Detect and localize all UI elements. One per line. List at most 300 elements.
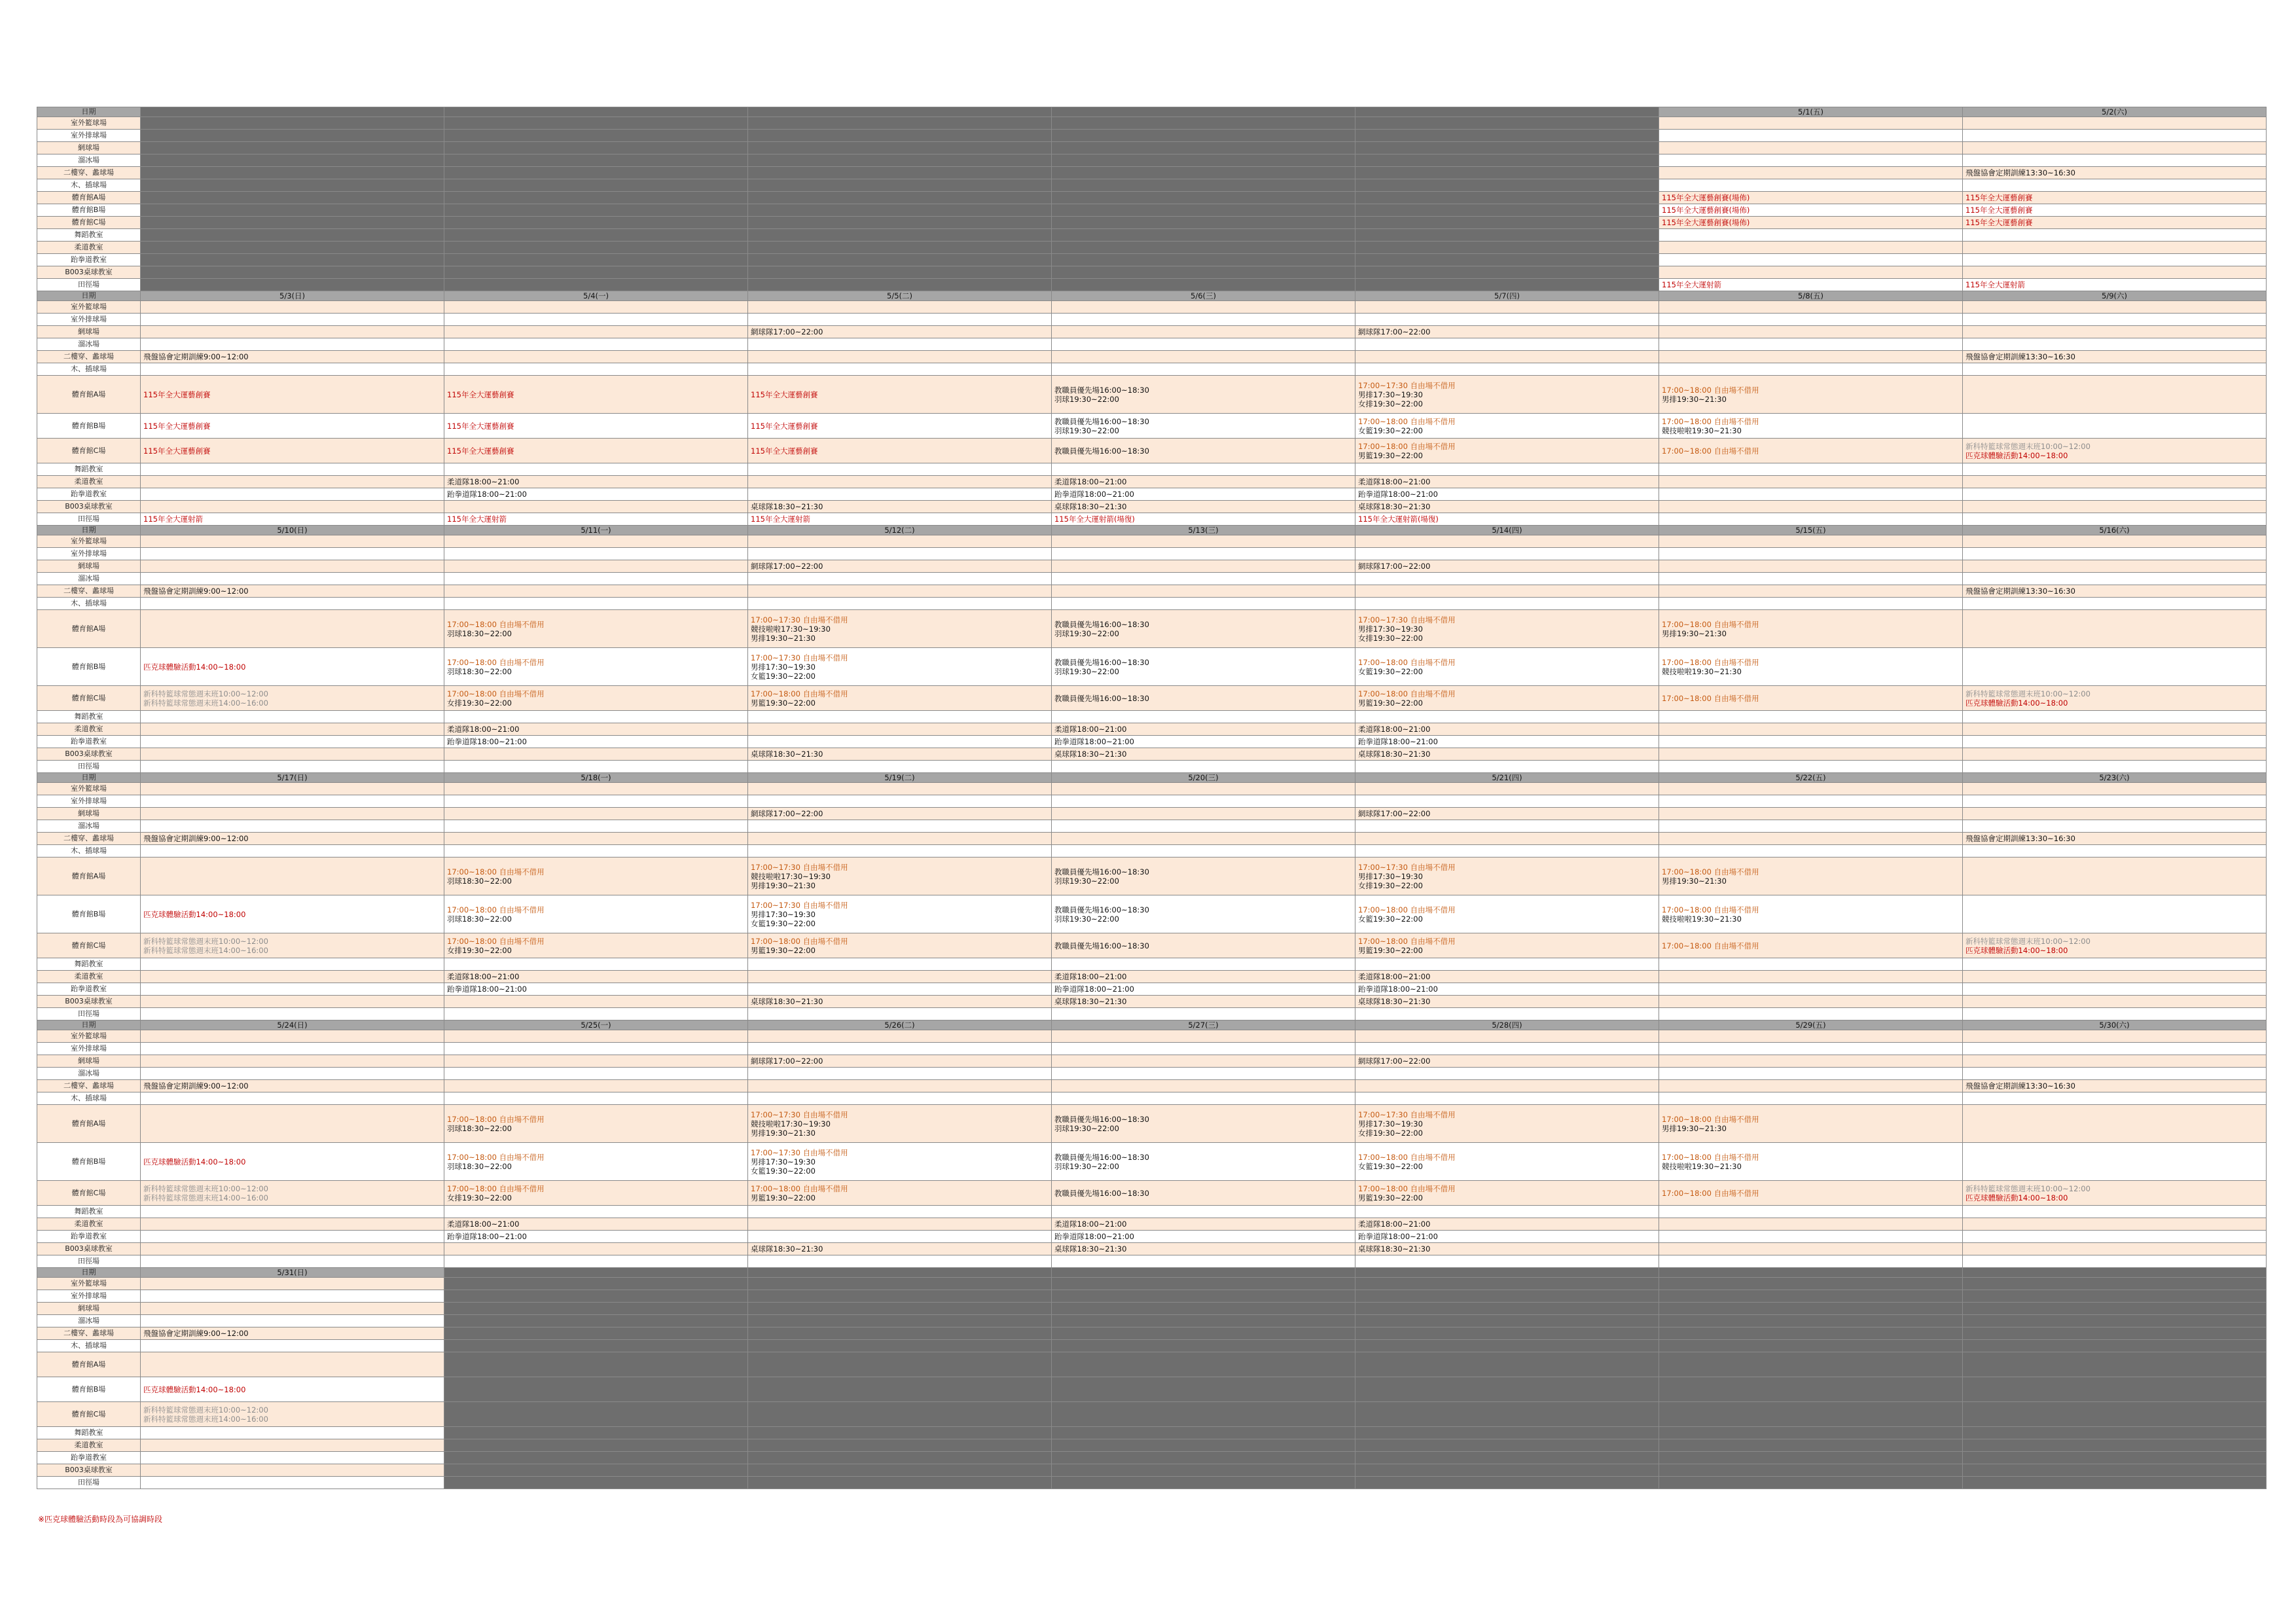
booking-entry: 17:00~17:30 自由場不借用: [751, 862, 848, 872]
venue-label: 柔道教室: [37, 971, 141, 983]
venue-row: [37, 154, 2267, 167]
venue-label: 體育館A場: [37, 857, 141, 895]
venue-label: B003桌球教室: [37, 501, 141, 513]
schedule-cell: [444, 845, 748, 857]
footnote: ※匹克球體驗活動時段為可協調時段: [38, 1515, 163, 1524]
venue-row: [37, 983, 2267, 996]
week-header-row: [37, 1020, 2267, 1030]
venue-row: [37, 857, 2267, 895]
schedule-cell: [1052, 1243, 1355, 1255]
schedule-cell: [1659, 1278, 1963, 1290]
date-label: 日期: [37, 1268, 141, 1278]
schedule-cell: [748, 971, 1052, 983]
schedule-cell: [1052, 1340, 1355, 1352]
schedule-cell: [1659, 279, 1963, 291]
venue-label: 室外排球場: [37, 130, 141, 142]
booking-entry: 羽球19:30~22:00: [1054, 1161, 1119, 1171]
venue-row: [37, 1080, 2267, 1092]
schedule-cell: [444, 686, 748, 711]
booking-entry: 男排19:30~21:30: [1662, 1123, 1727, 1133]
schedule-cell: [141, 1352, 444, 1377]
schedule-cell: [748, 513, 1052, 526]
schedule-cell: [444, 1278, 748, 1290]
schedule-cell: [141, 585, 444, 598]
date-header-cell: 5/15(五): [1659, 526, 1963, 535]
venue-label: 室外排球場: [37, 1043, 141, 1055]
booking-entry: 羽球18:30~22:00: [447, 628, 512, 638]
schedule-cell: [1963, 1427, 2267, 1439]
schedule-cell: [1052, 958, 1355, 971]
schedule-cell: [444, 560, 748, 573]
date-label: 日期: [37, 1020, 141, 1030]
schedule-cell: [1355, 229, 1659, 242]
schedule-cell: [1963, 761, 2267, 773]
venue-row: [37, 229, 2267, 242]
schedule-cell: [748, 217, 1052, 229]
schedule-cell: [1052, 488, 1355, 501]
schedule-cell: [141, 1278, 444, 1290]
venue-row: [37, 1452, 2267, 1464]
date-header-cell: [1355, 107, 1659, 117]
schedule-cell: [1052, 142, 1355, 154]
schedule-cell: [1052, 1439, 1355, 1452]
venue-row: [37, 338, 2267, 351]
schedule-cell: [748, 1477, 1052, 1489]
booking-entry: 男排19:30~21:30: [1662, 628, 1727, 638]
schedule-cell: [444, 314, 748, 326]
schedule-cell: [1355, 1303, 1659, 1315]
schedule-cell: [1355, 376, 1659, 414]
schedule-cell: [141, 1105, 444, 1143]
booking-entry: 新科特籃球常態週末班14:00~16:00: [143, 1414, 268, 1424]
schedule-cell: [1659, 204, 1963, 217]
schedule-cell: [1963, 326, 2267, 338]
schedule-cell: [748, 983, 1052, 996]
schedule-cell: [1052, 439, 1355, 463]
schedule-cell: [1052, 548, 1355, 560]
booking-entry: 17:00~17:30 自由場不借用: [751, 653, 848, 662]
venue-label: 室外排球場: [37, 314, 141, 326]
date-header-cell: 5/22(五): [1659, 773, 1963, 783]
schedule-cell: [748, 192, 1052, 204]
schedule-cell: [1963, 1315, 2267, 1327]
schedule-cell: [1963, 414, 2267, 439]
schedule-cell: [1355, 783, 1659, 795]
schedule-cell: [444, 130, 748, 142]
booking-entry: 女排19:30~22:00: [1358, 399, 1423, 408]
week-header-row: [37, 773, 2267, 783]
schedule-cell: [1052, 971, 1355, 983]
schedule-cell: [1659, 933, 1963, 958]
venue-row: [37, 1377, 2267, 1402]
schedule-cell: [1659, 686, 1963, 711]
date-header-cell: 5/10(日): [141, 526, 444, 535]
booking-entry: 新科特籃球常態週末班10:00~12:00: [1965, 441, 2090, 451]
schedule-cell: [1659, 723, 1963, 736]
schedule-cell: [1659, 242, 1963, 254]
schedule-cell: [748, 958, 1052, 971]
schedule-cell: [1052, 476, 1355, 488]
schedule-cell: [1355, 254, 1659, 266]
booking-entry: 桌球隊18:30~21:30: [1054, 749, 1127, 759]
schedule-cell: [1963, 476, 2267, 488]
schedule-cell: [1963, 1231, 2267, 1243]
schedule-cell: [141, 513, 444, 526]
venue-row: [37, 204, 2267, 217]
booking-entry: 跆拳道隊18:00~21:00: [1358, 1232, 1438, 1241]
booking-entry: 17:00~18:00 自由場不借用: [1358, 1183, 1456, 1193]
schedule-cell: [1052, 808, 1355, 820]
schedule-cell: [444, 1439, 748, 1452]
venue-row: [37, 1477, 2267, 1489]
schedule-cell: [1052, 573, 1355, 585]
venue-label: 體育館C場: [37, 1402, 141, 1427]
booking-entry: 羽球18:30~22:00: [447, 876, 512, 886]
booking-entry: 男排19:30~21:30: [751, 633, 816, 643]
venue-row: [37, 1231, 2267, 1243]
venue-row: [37, 1255, 2267, 1268]
booking-entry: 115年全大運藝創賽(場佈): [1662, 206, 1750, 215]
schedule-cell: [748, 117, 1052, 130]
schedule-cell: [1659, 1439, 1963, 1452]
booking-entry: 女籃19:30~22:00: [1358, 914, 1423, 924]
booking-entry: 115年全大運藝創賽: [143, 446, 211, 456]
booking-entry: 羽球18:30~22:00: [447, 914, 512, 924]
booking-entry: 桌球隊18:30~21:30: [751, 1244, 823, 1254]
schedule-cell: [748, 1303, 1052, 1315]
schedule-cell: [1355, 1402, 1659, 1427]
venue-schedule-table: [37, 107, 2267, 1489]
venue-row: [37, 1030, 2267, 1043]
schedule-cell: [444, 1402, 748, 1427]
schedule-cell: [1052, 463, 1355, 476]
booking-entry: 17:00~18:00 自由場不借用: [1358, 936, 1456, 946]
schedule-cell: [748, 1377, 1052, 1402]
schedule-cell: [1659, 439, 1963, 463]
schedule-cell: [1355, 548, 1659, 560]
schedule-cell: [748, 376, 1052, 414]
schedule-cell: [1355, 476, 1659, 488]
schedule-cell: [748, 548, 1052, 560]
venue-label: 網球場: [37, 142, 141, 154]
booking-entry: 女籃19:30~22:00: [751, 671, 816, 681]
schedule-cell: [1052, 314, 1355, 326]
venue-label: B003桌球教室: [37, 996, 141, 1008]
schedule-cell: [1659, 314, 1963, 326]
schedule-body: [37, 107, 2267, 1489]
booking-entry: 匹克球體驗活動14:00~18:00: [143, 1384, 246, 1394]
venue-label: 柔道教室: [37, 476, 141, 488]
schedule-cell: [141, 736, 444, 748]
schedule-cell: [1963, 439, 2267, 463]
schedule-cell: [141, 1243, 444, 1255]
booking-entry: 115年全大運藝創賽: [751, 446, 818, 456]
venue-label: B003桌球教室: [37, 1464, 141, 1477]
booking-entry: 17:00~18:00 自由場不借用: [1662, 693, 1759, 703]
schedule-cell: [748, 254, 1052, 266]
schedule-cell: [141, 301, 444, 314]
booking-entry: 17:00~18:00 自由場不借用: [1358, 689, 1456, 698]
schedule-cell: [141, 686, 444, 711]
schedule-cell: [444, 795, 748, 808]
booking-entry: 教職員優先場16:00~18:30: [1054, 619, 1149, 629]
schedule-cell: [1052, 117, 1355, 130]
schedule-cell: [141, 996, 444, 1008]
schedule-cell: [1963, 1464, 2267, 1477]
schedule-cell: [1659, 1303, 1963, 1315]
schedule-cell: [1052, 648, 1355, 686]
schedule-cell: [1963, 723, 2267, 736]
venue-label: 網球場: [37, 560, 141, 573]
schedule-cell: [1963, 1080, 2267, 1092]
venue-row: [37, 648, 2267, 686]
date-header-cell: 5/8(五): [1659, 291, 1963, 301]
schedule-cell: [748, 266, 1052, 279]
venue-row: [37, 179, 2267, 192]
venue-label: 木、插球場: [37, 363, 141, 376]
schedule-cell: [141, 1206, 444, 1218]
venue-row: [37, 933, 2267, 958]
booking-entry: 教職員優先場16:00~18:30: [1054, 941, 1149, 950]
schedule-cell: [1355, 723, 1659, 736]
schedule-cell: [141, 1315, 444, 1327]
booking-entry: 匹克球體驗活動14:00~18:00: [1965, 1193, 2068, 1202]
booking-entry: 115年全大運射箭: [447, 514, 507, 524]
schedule-cell: [748, 1206, 1052, 1218]
venue-label: 二樓穿、蠡球場: [37, 1080, 141, 1092]
schedule-cell: [1963, 301, 2267, 314]
schedule-cell: [1659, 1402, 1963, 1427]
schedule-cell: [1355, 1181, 1659, 1206]
schedule-cell: [444, 414, 748, 439]
date-header-cell: 5/25(一): [444, 1020, 748, 1030]
schedule-cell: [1963, 279, 2267, 291]
venue-label: 田徑場: [37, 1008, 141, 1020]
schedule-cell: [1659, 833, 1963, 845]
date-header-cell: 5/26(二): [748, 1020, 1052, 1030]
schedule-cell: [1659, 971, 1963, 983]
schedule-cell: [1052, 1055, 1355, 1068]
date-header-cell: 5/18(一): [444, 773, 748, 783]
schedule-cell: [1052, 1477, 1355, 1489]
date-header-cell: 5/5(二): [748, 291, 1052, 301]
venue-row: [37, 808, 2267, 820]
schedule-cell: [748, 326, 1052, 338]
schedule-cell: [1963, 686, 2267, 711]
booking-entry: 競技啦啦19:30~21:30: [1662, 1161, 1742, 1171]
schedule-cell: [444, 1352, 748, 1377]
venue-row: [37, 833, 2267, 845]
booking-entry: 跆拳道隊18:00~21:00: [447, 984, 527, 994]
schedule-cell: [444, 723, 748, 736]
schedule-cell: [1355, 845, 1659, 857]
schedule-cell: [748, 1008, 1052, 1020]
schedule-cell: [444, 1055, 748, 1068]
booking-entry: 17:00~18:00 自由場不借用: [447, 1152, 545, 1162]
schedule-cell: [1963, 1030, 2267, 1043]
booking-entry: 教職員優先場16:00~18:30: [1054, 905, 1149, 914]
schedule-cell: [1659, 610, 1963, 648]
venue-label: 體育館C場: [37, 1181, 141, 1206]
schedule-cell: [444, 1377, 748, 1402]
schedule-cell: [1659, 1290, 1963, 1303]
venue-label: 木、插球場: [37, 179, 141, 192]
venue-row: [37, 598, 2267, 610]
booking-entry: 17:00~18:00 自由場不借用: [751, 936, 848, 946]
schedule-cell: [444, 1452, 748, 1464]
schedule-cell: [748, 130, 1052, 142]
date-header-cell: [1052, 1268, 1355, 1278]
booking-entry: 男排17:30~19:30: [1358, 624, 1423, 634]
schedule-cell: [1659, 476, 1963, 488]
schedule-cell: [1963, 192, 2267, 204]
schedule-cell: [444, 1181, 748, 1206]
week-header-row: [37, 1268, 2267, 1278]
schedule-cell: [1355, 314, 1659, 326]
schedule-cell: [1355, 192, 1659, 204]
schedule-cell: [748, 711, 1052, 723]
venue-label: 室外籃球場: [37, 117, 141, 130]
schedule-cell: [1052, 1068, 1355, 1080]
schedule-cell: [1355, 795, 1659, 808]
date-header-cell: 5/11(一): [444, 526, 748, 535]
schedule-cell: [748, 204, 1052, 217]
schedule-cell: [1659, 1218, 1963, 1231]
schedule-cell: [1052, 1080, 1355, 1092]
schedule-cell: [141, 1327, 444, 1340]
schedule-cell: [1355, 857, 1659, 895]
schedule-cell: [141, 279, 444, 291]
venue-label: 溜冰場: [37, 1068, 141, 1080]
booking-entry: 網球隊17:00~22:00: [1358, 1056, 1431, 1066]
venue-row: [37, 535, 2267, 548]
schedule-cell: [1355, 501, 1659, 513]
schedule-cell: [1963, 1439, 2267, 1452]
schedule-cell: [748, 1080, 1052, 1092]
schedule-cell: [1659, 711, 1963, 723]
schedule-cell: [1963, 598, 2267, 610]
schedule-cell: [748, 895, 1052, 933]
schedule-cell: [748, 1315, 1052, 1327]
date-header-cell: 5/31(日): [141, 1268, 444, 1278]
venue-label: 舞蹈教室: [37, 1427, 141, 1439]
schedule-cell: [1052, 820, 1355, 833]
booking-entry: 女排19:30~22:00: [1358, 1128, 1423, 1138]
schedule-cell: [1052, 1278, 1355, 1290]
schedule-cell: [1355, 895, 1659, 933]
booking-entry: 女排19:30~22:00: [447, 1193, 512, 1202]
schedule-cell: [748, 610, 1052, 648]
venue-row: [37, 513, 2267, 526]
schedule-cell: [1355, 301, 1659, 314]
schedule-cell: [1963, 142, 2267, 154]
schedule-cell: [1052, 501, 1355, 513]
venue-label: 網球場: [37, 326, 141, 338]
schedule-cell: [141, 314, 444, 326]
week-header-row: [37, 291, 2267, 301]
schedule-cell: [1355, 279, 1659, 291]
schedule-cell: [1052, 1352, 1355, 1377]
schedule-cell: [1963, 130, 2267, 142]
schedule-cell: [1355, 363, 1659, 376]
schedule-cell: [1355, 598, 1659, 610]
venue-row: [37, 573, 2267, 585]
booking-entry: 女籃19:30~22:00: [751, 1166, 816, 1176]
schedule-cell: [444, 1231, 748, 1243]
schedule-cell: [1355, 1452, 1659, 1464]
schedule-cell: [748, 1402, 1052, 1427]
schedule-cell: [1355, 833, 1659, 845]
schedule-cell: [141, 1477, 444, 1489]
venue-row: [37, 314, 2267, 326]
schedule-cell: [748, 748, 1052, 761]
schedule-cell: [1355, 439, 1659, 463]
schedule-cell: [748, 598, 1052, 610]
schedule-cell: [141, 1008, 444, 1020]
schedule-cell: [748, 1427, 1052, 1439]
booking-entry: 17:00~18:00 自由場不借用: [1358, 416, 1456, 426]
schedule-cell: [1355, 242, 1659, 254]
venue-label: 體育館A場: [37, 610, 141, 648]
booking-entry: 跆拳道隊18:00~21:00: [1358, 737, 1438, 746]
schedule-cell: [1963, 1452, 2267, 1464]
date-header-cell: [141, 107, 444, 117]
schedule-cell: [1052, 983, 1355, 996]
booking-entry: 17:00~18:00 自由場不借用: [1358, 905, 1456, 914]
venue-row: [37, 1068, 2267, 1080]
schedule-cell: [1659, 1377, 1963, 1402]
booking-entry: 教職員優先場16:00~18:30: [1054, 416, 1149, 426]
venue-row: [37, 1352, 2267, 1377]
schedule-cell: [748, 1452, 1052, 1464]
schedule-cell: [141, 338, 444, 351]
venue-label: 舞蹈教室: [37, 711, 141, 723]
schedule-cell: [444, 820, 748, 833]
booking-entry: 17:00~18:00 自由場不借用: [1662, 1152, 1759, 1162]
schedule-cell: [748, 795, 1052, 808]
schedule-cell: [1963, 314, 2267, 326]
schedule-cell: [748, 1181, 1052, 1206]
schedule-cell: [1355, 167, 1659, 179]
booking-entry: 17:00~18:00 自由場不借用: [1662, 619, 1759, 629]
schedule-cell: [1659, 736, 1963, 748]
schedule-cell: [444, 833, 748, 845]
booking-entry: 男籃19:30~22:00: [1358, 698, 1423, 708]
booking-entry: 柔道隊18:00~21:00: [1358, 1219, 1431, 1229]
schedule-cell: [141, 1340, 444, 1352]
booking-entry: 網球隊17:00~22:00: [1358, 562, 1431, 571]
venue-label: 室外排球場: [37, 1290, 141, 1303]
schedule-cell: [1052, 1092, 1355, 1105]
schedule-cell: [1963, 513, 2267, 526]
booking-entry: 115年全大運藝創賽: [447, 421, 514, 431]
schedule-cell: [1963, 1092, 2267, 1105]
schedule-cell: [1355, 1327, 1659, 1340]
schedule-cell: [141, 326, 444, 338]
schedule-cell: [748, 1327, 1052, 1340]
schedule-cell: [1659, 414, 1963, 439]
venue-row: [37, 1043, 2267, 1055]
booking-entry: 17:00~17:30 自由場不借用: [1358, 1110, 1456, 1119]
schedule-cell: [141, 1427, 444, 1439]
schedule-cell: [1355, 761, 1659, 773]
schedule-cell: [1963, 117, 2267, 130]
venue-row: [37, 1181, 2267, 1206]
booking-entry: 教職員優先場16:00~18:30: [1054, 867, 1149, 876]
venue-label: 木、插球場: [37, 845, 141, 857]
date-header-cell: [444, 1268, 748, 1278]
booking-entry: 男排19:30~21:30: [1662, 876, 1727, 886]
